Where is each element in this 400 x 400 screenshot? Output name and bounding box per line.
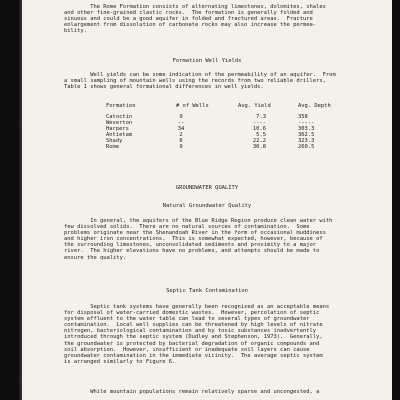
depth-cell: 362.5 [298,132,315,139]
formation-cell: Catoctin [106,114,133,120]
formation-cell: Rome [106,144,120,151]
wells-cell: -- [177,120,185,127]
wells-cell: 2 [179,132,183,139]
text-line: While mountain populations remain relatively sparse and uncongested, a [64,389,320,395]
depth-cell: 358 [298,114,308,120]
yield-cell: 5.5 [256,132,266,139]
wells-cell: 9 [179,144,183,151]
well-yields-paragraph [64,72,382,90]
text-line: contamination. Local well supplies can be threatened by high levels of nitrate [64,322,323,329]
wells-cell: 34 [177,126,185,133]
groundwater-quality-heading: GROUNDWATER QUALITY [175,185,239,191]
text-line: and other fine-grained clastic rocks. The formation is generally folded and [64,10,313,17]
text-line: for disposal of water-carried domestic wastes. However, percolation of septic [64,310,320,317]
text-line: few dissolved solids. There are no natural sources of contamination. Some [64,224,310,231]
well-yields-table [106,103,348,151]
text-line: groundwater contamination in the immediate vicinity. The average septic system [64,352,323,359]
text-line: enlargement from dissolution of carbonate rocks may also increase the permea- [64,22,317,29]
yield-cell: ---- [252,120,266,127]
natural-groundwater-quality-heading: Natural Groundwater Quality [162,203,252,209]
text-line: problems originate near the Shenandoah River in the form of occasional muddiness [64,230,326,237]
formation-well-yields-heading: Formation Well Yields [172,58,242,64]
text-line: the groundwater is protected by bacterial degradation of organic compounds and [64,340,320,347]
column-header: Avg. Depth [298,103,331,109]
text-line: and higher iron concentrations. This is somewhat expected, however, because of [64,236,323,243]
septic-tank-contamination-heading: Septic Tank Contamination [166,288,248,294]
text-line: ensure the quality. [64,254,127,261]
yield-cell: 30.8 [252,144,266,151]
text-line: soil absorption. However, insufficient or inadequate soil layers can cause [64,346,310,353]
text-line: sinuous and could be a good aquifer in folded and fractured areas. Fracture [64,16,313,23]
depth-cell: ----- [298,120,315,127]
depth-cell: 303.3 [298,126,315,133]
rome-formation-paragraph [64,4,382,34]
text-line: nitrogen, bacteriological contamination and by toxic substances inadvertently [64,328,317,335]
column-header: Avg. Yield [238,103,271,109]
formation-cell: Harpers [106,126,129,133]
text-line: the surrounding limestones, unconsolidated sediments and proximity to a major [64,242,317,249]
septic-paragraph [64,304,382,365]
text-line: Septic tank systems have generally been recognized as an acceptable means [64,304,330,310]
text-line: The Rome Formation consists of alternating limestones, dolomites, shales [64,4,326,10]
yield-cell: 7.3 [256,114,266,120]
document-page [22,0,392,400]
text-line: system effluent to the water table can lead to several types of groundwater [64,316,310,323]
natural-quality-paragraph [64,218,382,261]
formation-cell: Shady [106,138,123,145]
text-line: a small sampling of mountain wells using the records from two reliable drillers, [64,78,326,85]
text-line: bility. [64,28,87,35]
column-header: Formation [106,103,136,109]
wells-cell: 9 [179,114,183,120]
table-row [106,144,348,150]
table-header-row [106,103,348,114]
text-line: river. The higher elevations have no problems, and attempts should be made to [64,248,320,255]
text-line: Well yields can be some indication of the permeability of an aquifer. From [64,72,336,78]
text-line: Table 1 shows general formational differences in well yields. [64,84,264,91]
formation-cell: Antietam [106,132,133,139]
formation-cell: Weverton [106,120,133,127]
depth-cell: 323.3 [298,138,315,145]
text-line: introduced through the septic system (Dudley and Stephenson, 1973). Generally, [64,334,323,341]
text-line: In general, the aquifers of the Blue Ridge Region produce clean water with [64,218,333,224]
yield-cell: 22.2 [252,138,266,145]
depth-cell: 260.5 [298,144,315,151]
column-header: # of Wells [176,103,209,109]
text-line: is arranged similarly to Figure 6. [64,358,176,365]
yield-cell: 10.6 [252,126,266,133]
closing-paragraph [64,389,382,395]
wells-cell: 6 [179,138,183,145]
